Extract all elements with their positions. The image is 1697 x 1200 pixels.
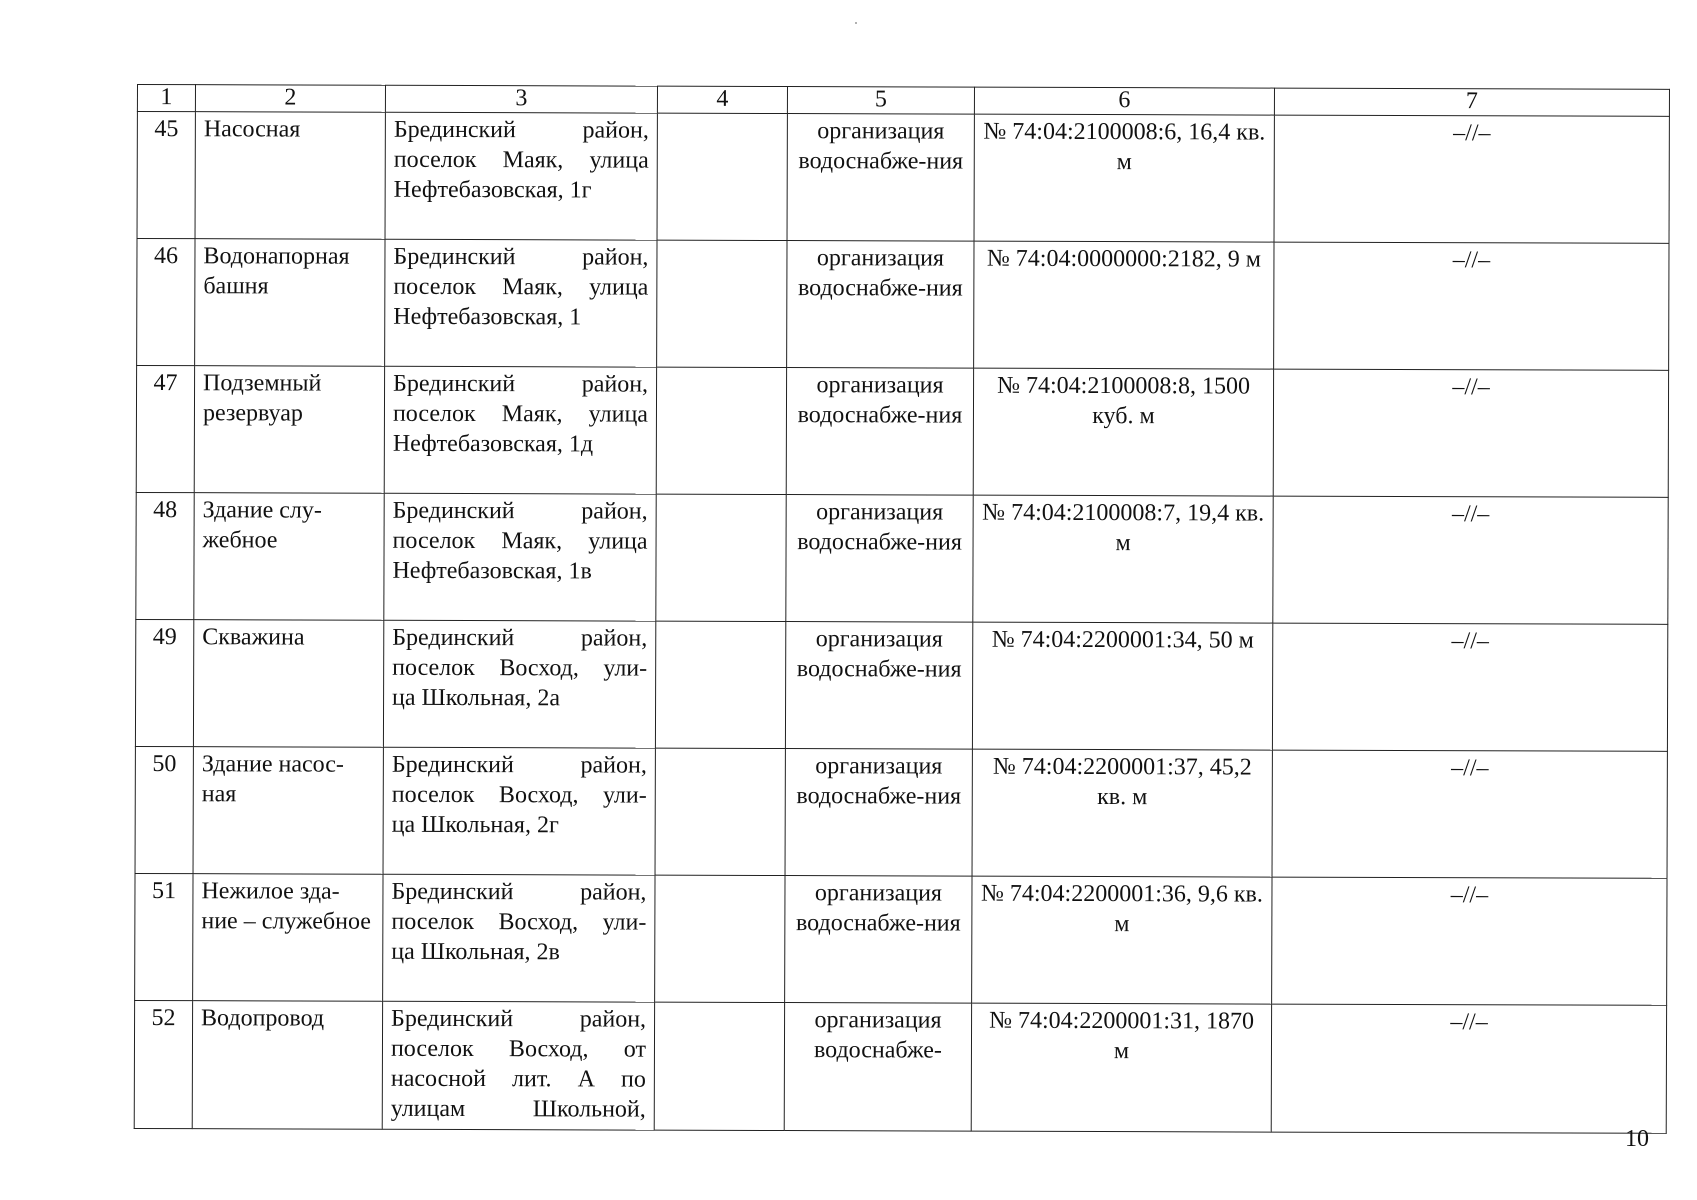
row-number: 51: [135, 873, 193, 1000]
column-header-6: 6: [974, 87, 1274, 115]
address-line: поселок Маяк, улица: [392, 527, 648, 555]
address-line: Нефтебазовская, 1г: [393, 176, 592, 204]
address-line: поселок Восход, ули-: [391, 908, 647, 936]
table-body: [134, 112, 1669, 1134]
object-name: Здание слу-жебное: [194, 493, 384, 621]
owner-organization: организация водоснабже-ния: [785, 876, 972, 1004]
basis-ditto: –//–: [1272, 877, 1667, 1005]
owner-organization: организация водоснабже-ния: [787, 241, 974, 369]
table-row: [135, 873, 1667, 1005]
row-number: 50: [135, 746, 193, 873]
column-4-cell: [656, 494, 786, 621]
cadastral-number: № 74:04:2200001:31, 1870 м: [971, 1003, 1271, 1132]
address-line: ца Школьная, 2а: [392, 684, 561, 712]
basis-ditto: –//–: [1273, 496, 1668, 624]
property-registry-table: [134, 84, 1670, 1134]
column-header-5: 5: [787, 87, 974, 115]
object-address: [382, 1001, 654, 1130]
object-name: Нежилое зда-ние – служебное: [193, 874, 383, 1002]
column-4-cell: [655, 875, 785, 1002]
address-line: Брединский район,: [393, 243, 649, 271]
address-line: поселок Восход, ули-: [392, 654, 648, 682]
row-number: 45: [137, 112, 195, 239]
address-line: Брединский район,: [391, 1005, 647, 1033]
address-line: поселок Маяк, улица: [393, 273, 649, 301]
address-line: ца Школьная, 2в: [391, 938, 560, 966]
object-name: Насосная: [195, 112, 385, 240]
object-name: Водонапорная башня: [195, 239, 385, 367]
owner-organization: организация водоснабже-ния: [786, 495, 973, 623]
address-line: Брединский район,: [393, 116, 649, 144]
cadastral-number: № 74:04:2200001:36, 9,6 кв. м: [972, 876, 1272, 1004]
column-4-cell: [655, 748, 785, 875]
cadastral-number: № 74:04:2100008:8, 1500 куб. м: [973, 368, 1273, 496]
address-line: поселок Восход, ули-: [391, 781, 647, 809]
basis-ditto: –//–: [1272, 750, 1667, 878]
cadastral-number: № 74:04:2100008:6, 16,4 кв. м: [974, 114, 1274, 242]
table-row: [136, 366, 1668, 498]
column-4-cell: [654, 1002, 784, 1130]
address-line: Нефтебазовская, 1: [393, 303, 582, 331]
owner-organization: организация водоснабже-: [784, 1003, 971, 1132]
row-number: 52: [134, 1000, 192, 1128]
object-name: Подземный резервуар: [194, 366, 384, 494]
address-line: Брединский район,: [392, 624, 648, 652]
cadastral-number: № 74:04:2200001:34, 50 м: [972, 622, 1272, 750]
address-line: Нефтебазовская, 1в: [392, 557, 592, 585]
table-row: [135, 746, 1667, 878]
row-number: 49: [135, 619, 193, 746]
row-number: 47: [136, 366, 194, 493]
table-row: [135, 619, 1667, 751]
owner-organization: организация водоснабже-ния: [786, 368, 973, 496]
column-4-cell: [657, 113, 787, 240]
address-line: поселок Восход, от: [390, 1035, 647, 1063]
address-line: Нефтебазовская, 1д: [392, 430, 594, 458]
column-header-3: 3: [385, 85, 657, 113]
object-address: [383, 874, 655, 1002]
address-line: ца Школьная, 2г: [391, 811, 559, 839]
column-header-1: 1: [137, 85, 195, 112]
table-row: [137, 239, 1669, 371]
cadastral-number: № 74:04:2100008:7, 19,4 кв. м: [973, 495, 1273, 623]
owner-organization: организация водоснабже-ния: [785, 622, 972, 750]
row-number: 48: [136, 492, 194, 619]
scan-speck: [855, 22, 857, 24]
address-line: улицам Школьной,: [390, 1095, 646, 1123]
address-line: Брединский район,: [392, 497, 648, 525]
address-line: насосной лит. А по: [390, 1065, 646, 1093]
column-4-cell: [656, 367, 786, 494]
column-header-7: 7: [1274, 88, 1669, 116]
object-address: [384, 493, 656, 621]
object-address: [385, 112, 657, 240]
address-line: Брединский район,: [391, 878, 647, 906]
cadastral-number: № 74:04:0000000:2182, 9 м: [974, 241, 1274, 369]
page-number: 10: [1625, 1126, 1649, 1152]
basis-ditto: –//–: [1274, 242, 1669, 370]
object-address: [383, 747, 655, 875]
cadastral-number: № 74:04:2200001:37, 45,2 кв. м: [972, 749, 1272, 877]
table-row: [137, 112, 1669, 244]
basis-ditto: –//–: [1273, 369, 1668, 497]
object-address: [385, 239, 657, 367]
address-line: Брединский район,: [391, 751, 647, 779]
owner-organization: организация водоснабже-ния: [787, 114, 974, 242]
address-line: поселок Маяк, улица: [393, 146, 649, 174]
object-name: Скважина: [193, 620, 383, 748]
address-line: поселок Маяк, улица: [392, 400, 649, 428]
column-4-cell: [655, 621, 785, 748]
basis-ditto: –//–: [1274, 115, 1669, 243]
address-line: Брединский район,: [393, 370, 649, 398]
object-address: [384, 366, 656, 494]
owner-organization: организация водоснабже-ния: [785, 749, 972, 877]
table-row: [136, 492, 1668, 624]
object-address: [383, 620, 655, 748]
object-name: Водопровод: [192, 1001, 382, 1130]
table-row: [134, 1000, 1666, 1133]
basis-ditto: –//–: [1271, 1004, 1666, 1133]
column-header-4: 4: [657, 86, 787, 113]
row-number: 46: [137, 239, 195, 366]
column-header-2: 2: [195, 85, 385, 113]
basis-ditto: –//–: [1272, 623, 1667, 751]
column-4-cell: [657, 240, 787, 367]
object-name: Здание насос-ная: [193, 747, 383, 875]
